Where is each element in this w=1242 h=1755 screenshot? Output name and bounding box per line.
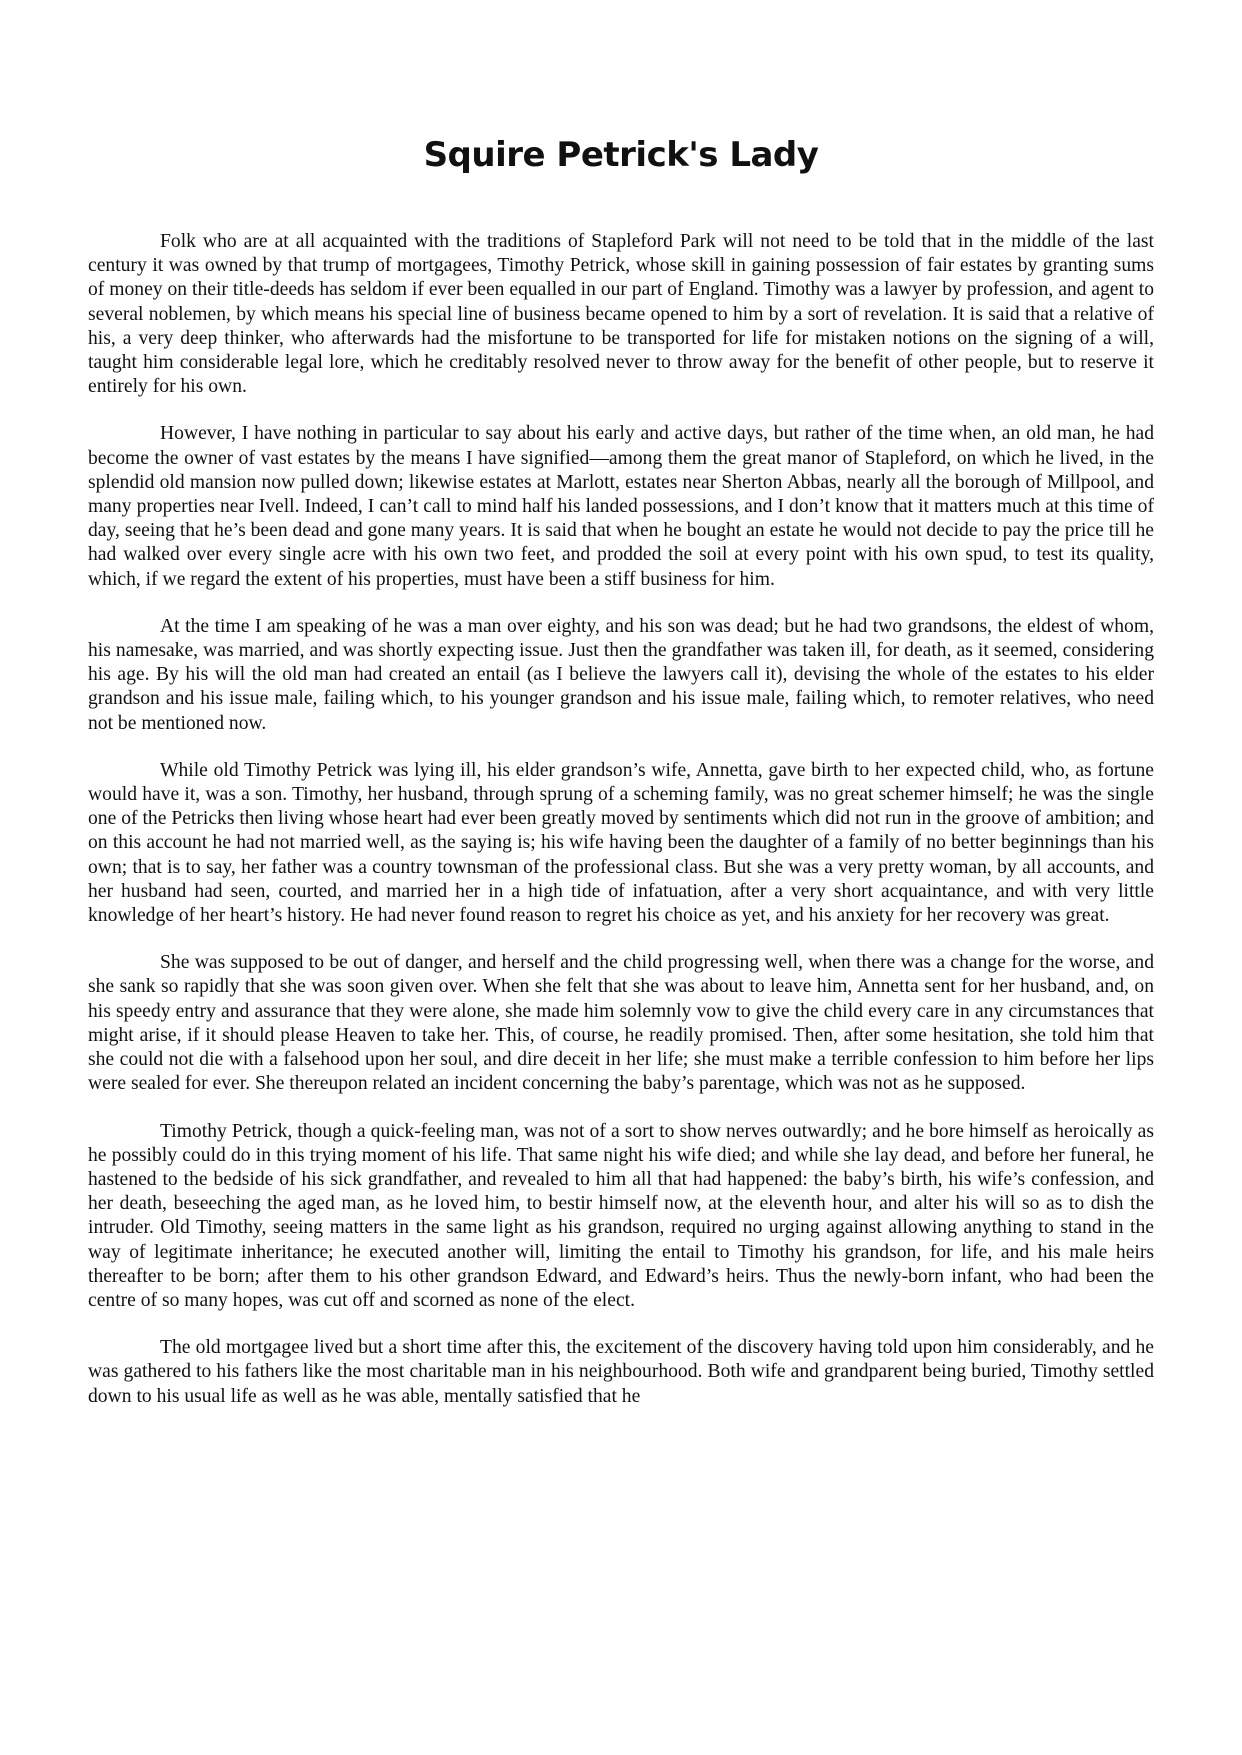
paragraph-5: She was supposed to be out of danger, and herself and the child progressing well, when there was a change for the worse, and she sank so rapidly that she was soon given over. When she felt that she was about to leave him, Annetta sent for her husband, and, on his speedy entry and assurance that they were alone, she made him solemnly vow to give the child every care in any circumstances that might arise, if it should please Heaven to take her. This, of course, he readily promised. Then, after some hesitation, she told him that she could not die with a falsehood upon her soul, and dire deceit in her life; she must make a terrible confession to him before her lips were sealed for ever. She thereupon related an incident concerning the baby’s parentage, which was not as he supposed. [88, 952, 1154, 1095]
paragraph-6: Timothy Petrick, though a quick-feeling man, was not of a sort to show nerves outwardly; and he bore himself as heroically as he possibly could do in this trying moment of his life. That same night his wife died; and while she lay dead, and before her funeral, he hastened to the bedside of his sick grandfather, and revealed to him all that had happened: the baby’s birth, his wife’s confession, and her death, beseeching the aged man, as he loved him, to bestir himself now, at the eleventh hour, and alter his will so as to dish the intruder. Old Timothy, seeing matters in the same light as his grandson, required no urging against allowing anything to stand in the way of legitimate inheritance; he executed another will, limiting the entail to Timothy his grandson, for life, and his male heirs thereafter to be born; after them to his other grandson Edward, and Edward’s heirs. Thus the newly-born infant, who had been the centre of so many hopes, was cut off and scorned as none of the elect. [88, 1120, 1154, 1311]
page-title: Squire Petrick's Lady [423, 135, 819, 175]
body-text [88, 230, 1154, 1432]
paragraph-3: At the time I am speaking of he was a man over eighty, and his son was dead; but he had two grandsons, the eldest of whom, his namesake, was married, and was shortly expecting issue. Just then the grandfather was taken ill, for death, as it seemed, considering his age. By his will the old man had created an entail (as I believe the lawyers call it), devising the whole of the estates to his elder grandson and his issue male, failing which, to his younger grandson and his issue male, failing which, to remoter relatives, who need not be mentioned now. [88, 615, 1154, 734]
paragraph-1: Folk who are at all acquainted with the traditions of Stapleford Park will not need to be told that in the middle of the last century it was owned by that trump of mortgagees, Timothy Petrick, whose skill in gaining possession of fair estates by granting sums of money on their title-deeds has seldom if ever been equalled in our part of England. Timothy was a lawyer by profession, and agent to several noblemen, by which means his special line of business became opened to him by a sort of revelation. It is said that a relative of his, a very deep thinker, who afterwards had the misfortune to be transported for life for mistaken notions on the signing of a will, taught him considerable legal lore, which he creditably resolved never to throw away for the benefit of other people, but to reserve it entirely for his own. [88, 231, 1154, 398]
paragraph-7: The old mortgagee lived but a short time after this, the excitement of the discovery having told upon him considerably, and he was gathered to his fathers like the most charitable man in his neighbourhood. Both wife and grandparent being buried, Timothy settled down to his usual life as well as he was able, mentally satisfied that he [88, 1337, 1154, 1407]
paragraph-2: However, I have nothing in particular to say about his early and active days, but rather of the time when, an old man, he had become the owner of vast estates by the means I have signified—among them the great manor of Stapleford, on which he lived, in the splendid old mansion now pulled down; likewise estates at Marlott, estates near Sherton Abbas, nearly all the borough of Millpool, and many properties near Ivell. Indeed, I can’t call to mind half his landed possessions, and I don’t know that it matters much at this time of day, seeing that he’s been dead and gone many years. It is said that when he bought an estate he would not decide to pay the price till he had walked over every single acre with his own two feet, and prodded the soil at every point with his own spud, to test its quality, which, if we regard the extent of his properties, must have been a stiff business for him. [88, 423, 1154, 590]
paragraph-4: While old Timothy Petrick was lying ill, his elder grandson’s wife, Annetta, gave birth to her expected child, who, as fortune would have it, was a son. Timothy, her husband, through sprung of a scheming family, was no great schemer himself; he was the single one of the Petricks then living whose heart had ever been greatly moved by sentiments which did not run in the groove of ambition; and on this account he had not married well, as the saying is; his wife having been the daughter of a family of no better beginnings than his own; that is to say, her father was a country townsman of the professional class. But she was a very pretty woman, by all accounts, and her husband had seen, courted, and married her in a high tide of infatuation, after a very short acquaintance, and with very little knowledge of her heart’s history. He had never found reason to regret his choice as yet, and his anxiety for her recovery was great. [88, 759, 1154, 927]
